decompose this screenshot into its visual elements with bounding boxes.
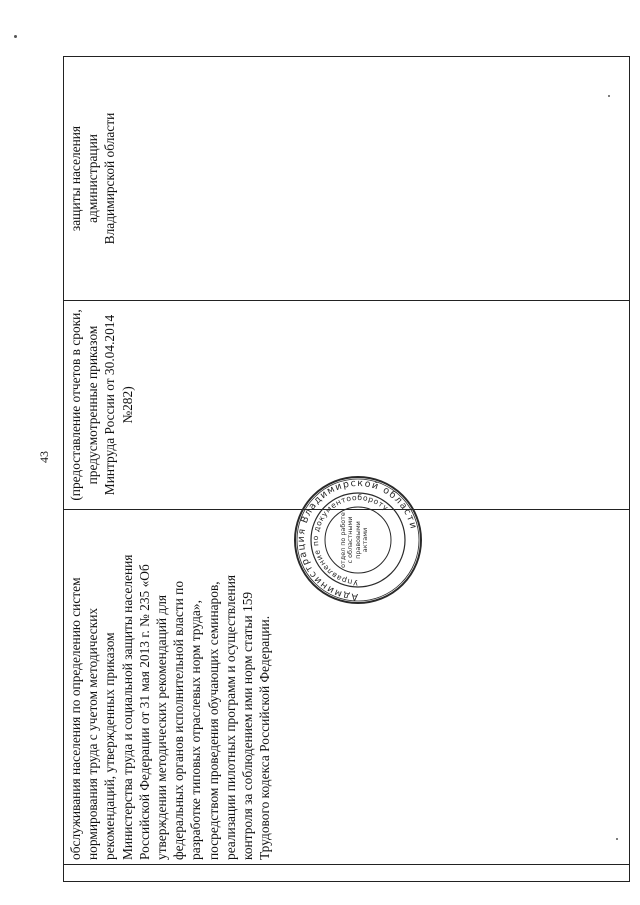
- page-number: 43: [37, 451, 51, 463]
- official-stamp-icon: [288, 470, 428, 610]
- scan-speck: [608, 95, 610, 97]
- scan-speck: [616, 838, 618, 840]
- cell-responsible: [64, 57, 630, 301]
- table-row: [64, 57, 630, 882]
- cell-description-text: обслуживания населения по определению систем нормирования труда с учетом методических рекомендаций, утвержденных приказом Министерства труда и социальной защиты населения Российской Федерации от 31 мая 2013 г. № 235 «Об утверждении методических рекомендаций для федеральных органов исполнительной власти по разработке типовых отраслевых норм труда», посредством проведения обучающих семинаров, реализации пилотных программ и осуществления контроля за соблюдением ими норм статьи 159 Трудового кодекса Российской Федерации.: [68, 554, 273, 860]
- stamp-ring-text: Управление по документообороту: [310, 492, 391, 588]
- cell-index: [64, 865, 630, 882]
- cell-responsible-text: защиты населения администрации Владимирской области: [68, 112, 118, 245]
- cell-deadline-text: (предоставление отчетов в сроки, предусмотренные приказом Минтруда России от 30.04.2014 №282): [68, 309, 135, 501]
- scan-speck: [14, 35, 17, 38]
- stamp-center-text: отдел по работе с областными правовыми актами: [339, 512, 370, 568]
- content-table: [63, 56, 630, 882]
- stamp-outer-text: Администрация Владимирской области: [295, 477, 419, 603]
